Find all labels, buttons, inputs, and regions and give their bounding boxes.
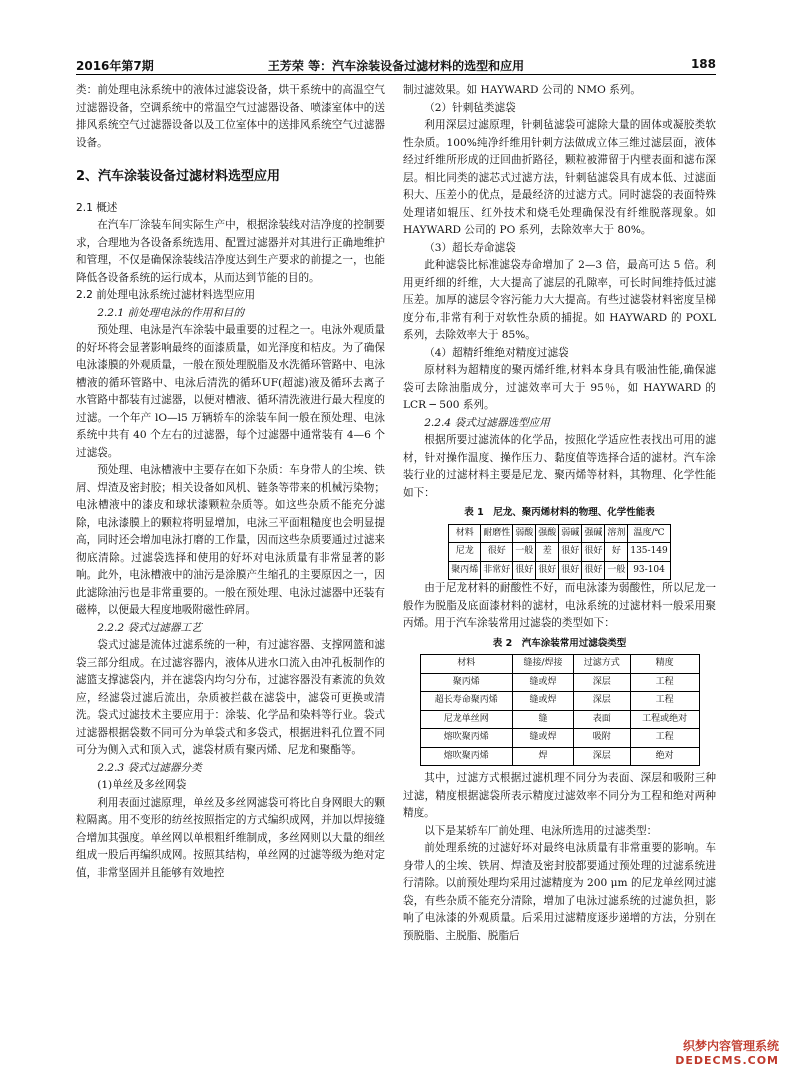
table-cell: 缝或焊 [513,692,574,711]
table-cell: 工程 [630,673,699,692]
table-cell: 很好 [582,561,605,580]
subsection-heading: 2.2 前处理电泳系统过滤材料选型应用 [76,289,256,301]
journal-issue: 2016年第7期 [76,59,154,73]
table-header-cell: 强碱 [582,524,605,543]
table-row [420,710,699,729]
paragraph: 在汽车厂涂装车间实际生产中，根据涂装线对洁净度的控制要求，合理地为各设备系统选用、配置过滤器并对其进行正确地维护和管理，不仅是确保涂装线洁净度达到生产要求的前提之一，也能降低各设备系统的运行成本，从而达到节能的目的。 [76,219,385,284]
paragraph: 前处理系统的过滤好坏对最终电泳质量有非常重要的影响。车身带人的尘埃、铁屑、焊渣及密封胶都要通过预处理的过滤系统进行清除。以前预处理均采用过滤精度为 200 μm 的尼龙单丝网过滤袋，有些杂质不能充分清除，增加了电泳过滤系统的过滤负担，影响了电泳漆的外观质量。后采用过滤精度逐步递增的方法，分别在预脱脂、主脱脂、脱脂后 [403,842,716,942]
table-cell: 工程或绝对 [630,710,699,729]
paragraph: 利用表面过滤原理，单丝及多丝网滤袋可将比自身网眼大的颗粒隔离。用不变形的纺丝按照指定的方式编织成网，并加以焊接缝合增加其强度。单丝网以单根粗纤维制成，多丝网则以大量的细丝组成一股后再编织成网。按照其结构，单丝网的过滤等级为绝对定值，非常坚固并且能够有效地控 [76,796,385,879]
subsubsection-heading: 2.2.2 袋式过滤器工艺 [97,621,202,634]
table-cell: 一般 [513,543,536,562]
table-cell: 很好 [559,543,582,562]
properties-table [448,524,671,581]
table-cell: 工程 [630,729,699,748]
table-cell: 缝 [513,710,574,729]
table-row [449,543,671,562]
paragraph: 其中，过滤方式根据过滤机理不同分为表面、深层和吸附三种过滤，精度根据滤袋所表示精度过滤效率不同分为工程和绝对两种精度。 [403,772,716,819]
paragraph: 由于尼龙材料的耐酸性不好，而电泳漆为弱酸性，所以尼龙一般作为脱脂及底面漆材料的滤材，电泳系统的过滤材料一般采用聚丙烯。用于汽车涂装常用过滤袋的类型如下： [403,582,716,629]
subsubsection-heading: 2.2.1 前处理电泳的作用和目的 [97,306,245,319]
table-header-cell: 缝接/焊接 [513,655,574,674]
item-heading: (1)单丝及多丝网袋 [97,779,187,791]
paragraph: 以下是某轿车厂前处理、电泳所选用的过滤类型： [424,824,658,837]
paragraph: 类：前处理电泳系统中的液体过滤袋设备，烘干系统中的高温空气过滤器设备，空调系统中的常温空气过滤器设备、喷漆室体中的送排风系统空气过滤器设备以及工位室体中的送排风系统空气过滤器设备。 [76,84,385,149]
table-cell: 焊 [513,747,574,766]
table-cell: 缝或焊 [513,729,574,748]
table-cell: 差 [536,543,559,562]
table-header-row [449,524,671,543]
table-cell: 很好 [513,561,536,580]
item-heading: （3）超长寿命滤袋 [424,241,516,254]
table-header-cell: 耐磨性 [481,524,513,543]
table-header-cell: 材料 [449,524,481,543]
table-cell: 熔吹聚丙烯 [420,747,513,766]
left-column [76,82,385,882]
table-header-cell: 过滤方式 [573,655,630,674]
item-heading: （2）针刺毡类滤袋 [424,101,516,114]
table-caption: 表 1 尼龙、聚丙烯材料的物理、化学性能表 [464,507,655,518]
table-cell: 聚丙烯 [449,561,481,580]
table-cell: 深层 [573,673,630,692]
right-column [403,82,716,945]
table-cell: 尼龙单丝网 [420,710,513,729]
page-number: 188 [690,57,716,71]
table-cell: 缝或焊 [513,673,574,692]
subsubsection-heading: 2.2.4 袋式过滤器选型应用 [424,416,550,429]
table-cell: 好 [605,543,628,562]
table-cell: 熔吹聚丙烯 [420,729,513,748]
table-header-cell: 溶剂 [605,524,628,543]
paragraph: 预处理、电泳槽液中主要存在如下杂质：车身带人的尘埃、铁屑、焊渣及密封胶；相关设备如风机、链条等带来的机械污染物；电泳槽液中的漆皮和球状漆颗粒杂质等。如这些杂质不能充分滤除，电泳漆膜上的颗粒将明显增加，电泳三平面粗糙度也会明显提高，同时还会增加电泳打磨的工作量，因而这些杂质要通过过滤来彻底清除。过滤袋选择和使用的好坏对电泳质量有非常显著的影响。此外，电泳槽液中的油污是涂膜产生缩孔的主要原因之一，因此滤除油污也是非常重要的。一般在预处理、电泳过滤器中还装有磁棒，以便最大程度地吸附磁性碎屑。 [76,464,385,616]
table-header-cell: 温度/℃ [628,524,670,543]
table-cell: 尼龙 [449,543,481,562]
table-header-cell: 强酸 [536,524,559,543]
table-row [449,561,671,580]
paragraph: 预处理、电泳是汽车涂装中最重要的过程之一。电泳外观质量的好坏将会显著影响最终的面漆质量，如光泽度和桔皮。为了确保电泳漆膜的外观质量，一般在预处理脱脂及水洗循环管路中、电泳槽液的循环管路中、电泳后清洗的循环UF(超滤)液及循环去离子水管路中都装有过滤器，以便对槽液、循环清洗液进行最大程度的过滤。一个年产 lO—l5 万辆轿车的涂装车间一般在预处理、电泳系统中共有 40 个左右的过滤器，每个过滤器中通常装有 4—6 个过滤袋。 [76,324,385,459]
paragraph: 根据所要过滤流体的化学品，按照化学适应性表找出可用的滤材，针对操作温度、操作压力、黏度值等选择合适的滤材。汽车涂装行业的过滤材料主要是尼龙、聚丙烯等材料，其物理、化学性能如下： [403,434,716,499]
table-cell: 深层 [573,747,630,766]
table-header-cell: 材料 [420,655,513,674]
item-heading: （4）超精纤维绝对精度过滤袋 [424,346,569,359]
running-header [76,57,716,75]
table-cell: 表面 [573,710,630,729]
table-cell: 聚丙烯 [420,673,513,692]
paragraph: 原材料为超精度的聚丙烯纤维,材料本身具有吸油性能,确保滤袋可去除油脂成分，过滤效率可大于 95％，如 HAYWARD 的 LCR ─ 500 系列。 [403,364,716,411]
table-row [420,729,699,748]
table-cell: 很好 [559,561,582,580]
table-row [420,673,699,692]
table-row [420,692,699,711]
paragraph: 利用深层过滤原理，针刺毡滤袋可滤除大量的固体或凝胶类软性杂质。100%纯净纤维用针刺方法做成立体三维过滤层面，液体经过纤维所形成的迂回曲折路径，颗粒被滞留于内壁表面和滤布深层。相比同类的滤芯式过滤方法，针刺毡滤袋具有成本低、过滤面积大、压差小的优点，是最经济的过滤方式。同时滤袋的表面特殊处理诸如辊压、红外技术和烧毛处理确保没有纤维脱落现象。如 HAYWARD 公司的 PO 系列，去除效率大于 80%。 [403,119,716,236]
table-cell: 工程 [630,692,699,711]
watermark-text: 织梦内容管理系统 [682,1039,779,1053]
table-header-row [420,655,699,674]
table-cell: 非常好 [481,561,513,580]
table-cell: 超长寿命聚丙烯 [420,692,513,711]
table-cell: 一般 [605,561,628,580]
table-header-cell: 弱碱 [559,524,582,543]
table-cell: 很好 [536,561,559,580]
table-header-cell: 弱酸 [513,524,536,543]
table-header-cell: 精度 [630,655,699,674]
section-heading: 2、汽车涂装设备过滤材料选型应用 [76,169,281,184]
table-caption: 表 2 汽车涂装常用过滤袋类型 [492,637,627,649]
paragraph: 制过滤效果。如 HAYWARD 公司的 NMO 系列。 [403,84,641,96]
watermark-logo [661,1037,779,1069]
article-title: 王芳荣 等：汽车涂装设备过滤材料的选型和应用 [267,59,525,73]
header-rule [76,74,716,75]
bag-types-table [420,654,700,766]
paragraph: 此种滤袋比标准滤袋寿命增加了 2—3 倍，最高可达 5 倍。利用更纤细的纤维，大大提高了滤层的孔隙率，可长时间维持低过滤压差。加厚的滤层令容污能力大大提高。有些过滤袋材料密度呈梯度分布,非常有利于对软性杂质的捕捉。如 HAYWARD 的 POXL 系列，去除效率大于 85%。 [403,259,716,341]
table-cell: 很好 [582,543,605,562]
subsection-heading: 2.1 概述 [76,201,118,214]
table-cell: 93-104 [628,561,670,580]
table-row [420,747,699,766]
table-cell: 吸附 [573,729,630,748]
table-cell: 135-149 [628,543,670,562]
watermark-url: DEDECMS.COM [675,1054,779,1067]
table-cell: 很好 [481,543,513,562]
paragraph: 袋式过滤是流体过滤系统的一种，有过滤容器、支撑网篮和滤袋三部分组成。在过滤容器内，液体从进水口流入由冲孔板制作的滤篮支撑滤袋内，并在滤袋内均匀分布，过滤容器没有紊流的负效应，经滤袋过滤后流出，杂质被拦截在滤袋中，滤袋可更换或清洗。袋式过滤技术主要应用于：涂装、化学品和染料等行业。袋式过滤器根据袋数不同可分为单袋式和多袋式，根据进料孔位置不同可分为侧入式和顶入式，滤袋材质有聚丙烯、尼龙和聚酯等。 [76,639,385,756]
table-cell: 深层 [573,692,630,711]
table-cell: 绝对 [630,747,699,766]
subsubsection-heading: 2.2.3 袋式过滤器分类 [97,761,202,774]
